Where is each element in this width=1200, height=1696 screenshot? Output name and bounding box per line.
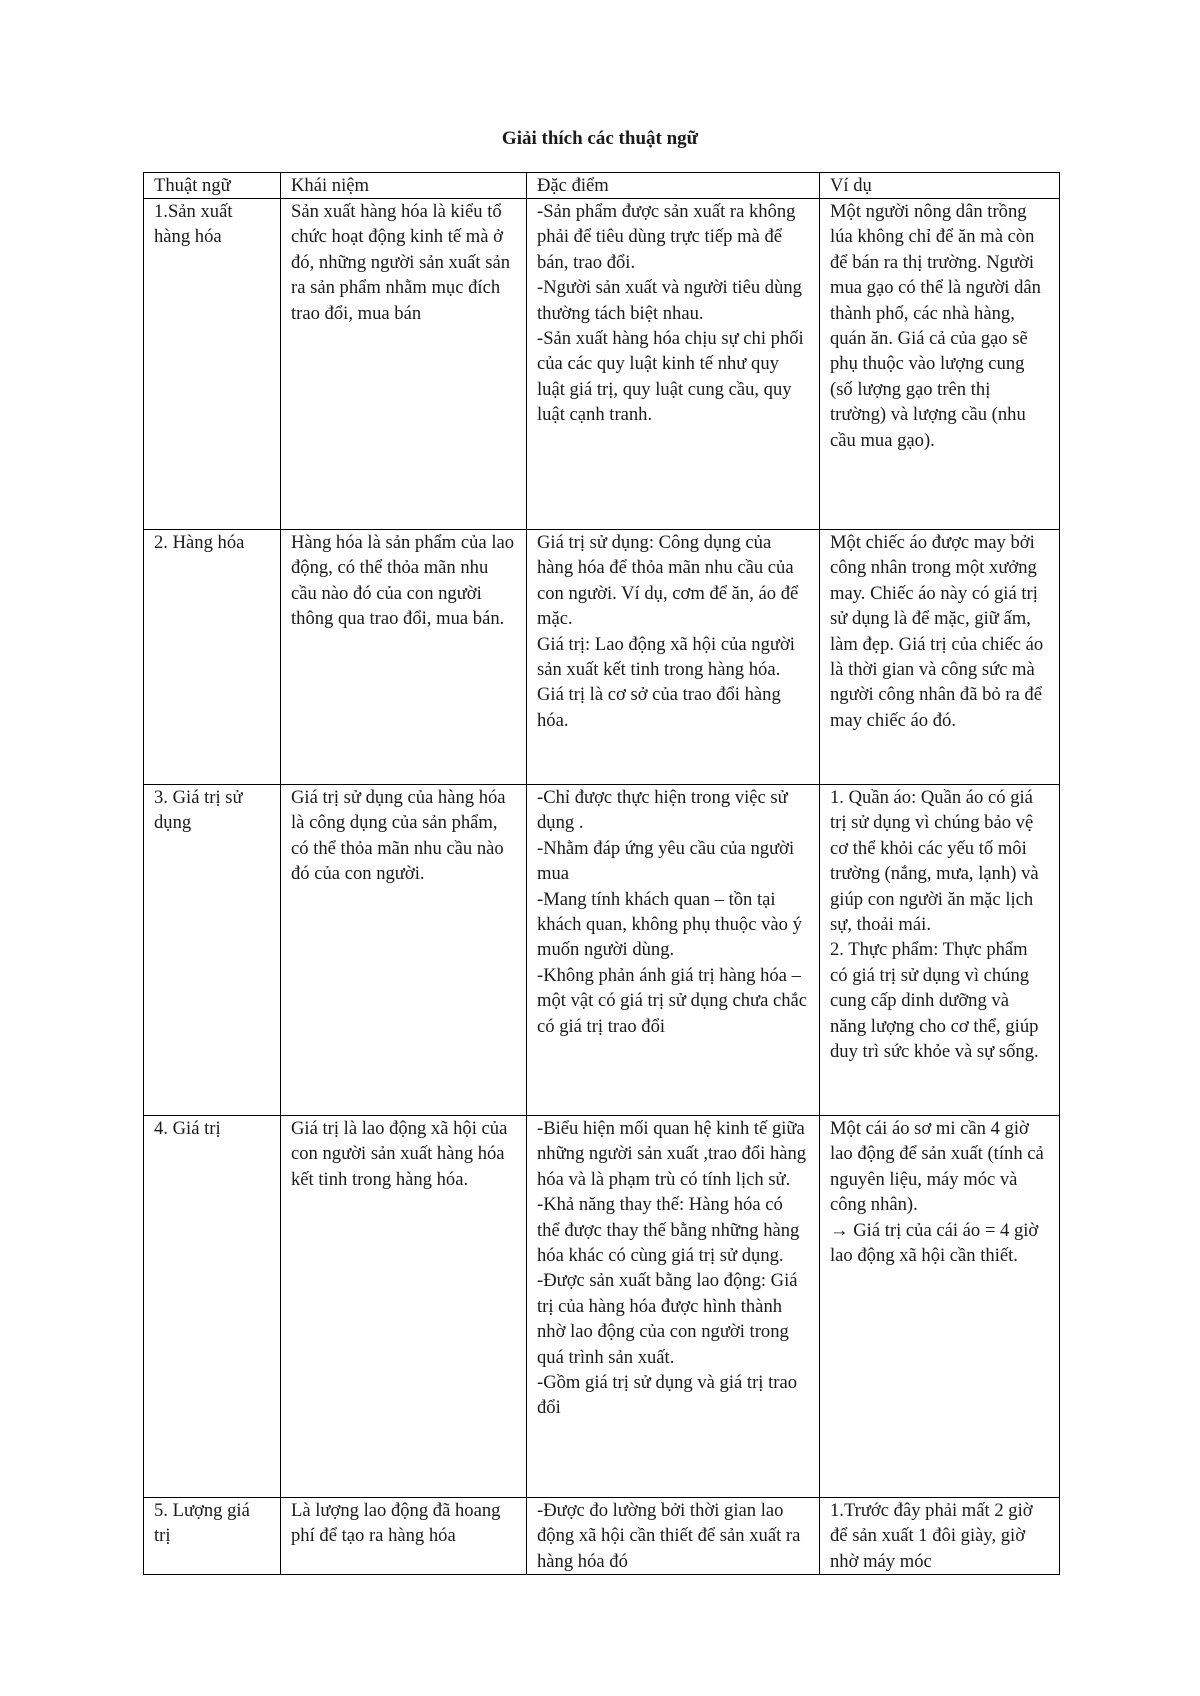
terms-table <box>143 172 1060 1575</box>
concept-text: Giá trị sử dụng của hàng hóa là công dụng của sản phẩm, có thể thỏa mãn nhu cầu nào đó của con người. <box>291 787 506 885</box>
examples-cell <box>820 199 1060 530</box>
feature-item: -Nhằm đáp ứng yêu cầu của người mua <box>537 837 795 885</box>
feature-item: -Sản phẩm được sản xuất ra không phải để tiêu dùng trực tiếp mà để bán, trao đổi. <box>537 201 796 273</box>
feature-item: -Chỉ được thực hiện trong việc sử dụng . <box>537 787 788 834</box>
concept-text: Giá trị là lao động xã hội của con người sản xuất hàng hóa kết tinh trong hàng hóa. <box>291 1118 508 1190</box>
example-item: → Giá trị của cái áo = 4 giờ lao động xã hội cần thiết. <box>830 1219 1039 1267</box>
header-features: Đặc điểm <box>527 173 820 199</box>
feature-item: -Sản xuất hàng hóa chịu sự chi phối của các quy luật kinh tế như quy luật giá trị, quy luật cung cầu, quy luật cạnh tranh. <box>537 328 804 426</box>
term-text: 5. Lượng giá trị <box>154 1500 250 1547</box>
concept-cell <box>281 1116 527 1498</box>
concept-text: Là lượng lao động đã hoang phí để tạo ra hàng hóa <box>291 1500 501 1547</box>
term-text: 2. Hàng hóa <box>154 532 245 553</box>
features-cell <box>527 199 820 530</box>
table-header-row <box>144 173 1060 199</box>
term-cell <box>144 1116 281 1498</box>
term-text: 3. Giá trị sử dụng <box>154 787 243 834</box>
features-cell <box>527 1116 820 1498</box>
feature-item: -Biểu hiện mối quan hệ kinh tế giữa những người sản xuất ,trao đổi hàng hóa và là phạm trù có tính lịch sử. <box>537 1118 807 1190</box>
feature-item: Giá trị: Lao động xã hội của người sản xuất kết tinh trong hàng hóa. Giá trị là cơ sở của trao đổi hàng hóa. <box>537 633 795 731</box>
table-row <box>144 530 1060 785</box>
concept-cell <box>281 530 527 785</box>
examples-cell <box>820 1116 1060 1498</box>
example-item: 2. Thực phẩm: Thực phẩm có giá trị sử dụng vì chúng cung cấp dinh dưỡng và năng lượng cho cơ thể, giúp duy trì sức khỏe và sự sống. <box>830 939 1039 1063</box>
header-concept: Khái niệm <box>281 173 527 199</box>
feature-item: -Mang tính khách quan – tồn tại khách quan, không phụ thuộc vào ý muốn người dùng. <box>537 888 802 961</box>
feature-item: -Được đo lường bởi thời gian lao động xã hội cần thiết để sản xuất ra hàng hóa đó <box>537 1500 801 1572</box>
feature-item: Giá trị sử dụng: Công dụng của hàng hóa để thỏa mãn nhu cầu của con người. Ví dụ, cơm để ăn, áo để mặc. <box>537 532 799 630</box>
table-row <box>144 785 1060 1116</box>
features-cell <box>527 1498 820 1575</box>
concept-cell <box>281 1498 527 1575</box>
header-examples: Ví dụ <box>820 173 1060 199</box>
example-item: 1.Trước đây phải mất 2 giờ để sản xuất 1 đôi giày, giờ nhờ máy móc <box>830 1500 1033 1572</box>
example-item: Một người nông dân trồng lúa không chỉ để ăn mà còn để bán ra thị trường. Người mua gạo có thể là người dân thành phố, các nhà hàng, quán ăn. Giá cả của gạo sẽ phụ thuộc vào lượng cung (số lượng gạo trên thị trường) và lượng cầu (nhu cầu mua gạo). <box>830 201 1041 451</box>
term-cell <box>144 530 281 785</box>
table-row <box>144 199 1060 530</box>
table-row <box>144 1116 1060 1498</box>
feature-item: -Được sản xuất bằng lao động: Giá trị của hàng hóa được hình thành nhờ lao động của con người trong quá trình sản xuất. <box>537 1270 798 1368</box>
term-cell <box>144 199 281 530</box>
examples-cell <box>820 1498 1060 1575</box>
concept-cell <box>281 785 527 1116</box>
feature-item: -Khả năng thay thế: Hàng hóa có thể được thay thế bằng những hàng hóa khác có cùng giá trị sử dụng. <box>537 1194 800 1267</box>
feature-item: -Gồm giá trị sử dụng và giá trị trao đổi <box>537 1372 798 1419</box>
example-item: 1. Quần áo: Quần áo có giá trị sử dụng vì chúng bảo vệ cơ thể khỏi các yếu tố môi trường (nắng, mưa, lạnh) và giúp con người ăn mặc lịch sự, thoải mái. <box>830 787 1039 936</box>
concept-text: Hàng hóa là sản phẩm của lao động, có thể thỏa mãn nhu cầu nào đó của con người thông qua trao đổi, mua bán. <box>291 532 515 630</box>
term-text: 4. Giá trị <box>154 1118 221 1139</box>
header-term: Thuật ngữ <box>144 173 281 199</box>
term-cell <box>144 785 281 1116</box>
term-cell <box>144 1498 281 1575</box>
examples-cell <box>820 530 1060 785</box>
concept-cell <box>281 199 527 530</box>
example-item: Một chiếc áo được may bởi công nhân trong một xưởng may. Chiếc áo này có giá trị sử dụng là để mặc, giữ ấm, làm đẹp. Giá trị của chiếc áo là thời gian và công sức mà người công nhân đã bỏ ra để may chiếc áo đó. <box>830 532 1044 731</box>
features-cell <box>527 530 820 785</box>
term-text: 1.Sản xuất hàng hóa <box>154 201 233 248</box>
features-cell <box>527 785 820 1116</box>
page-title: Giải thích các thuật ngữ <box>501 128 699 149</box>
table-row <box>144 1498 1060 1575</box>
example-item: Một cái áo sơ mi cần 4 giờ lao động để sản xuất (tính cả nguyên liệu, máy móc và công nhân). <box>830 1118 1044 1216</box>
examples-cell <box>820 785 1060 1116</box>
concept-text: Sản xuất hàng hóa là kiểu tổ chức hoạt động kinh tế mà ở đó, những người sản xuất sản ra sản phẩm nhằm mục đích trao đổi, mua bán <box>291 201 511 324</box>
feature-item: -Người sản xuất và người tiêu dùng thường tách biệt nhau. <box>537 277 802 324</box>
feature-item: -Không phản ánh giá trị hàng hóa – một vật có giá trị sử dụng chưa chắc có giá trị trao đổi <box>537 964 808 1037</box>
